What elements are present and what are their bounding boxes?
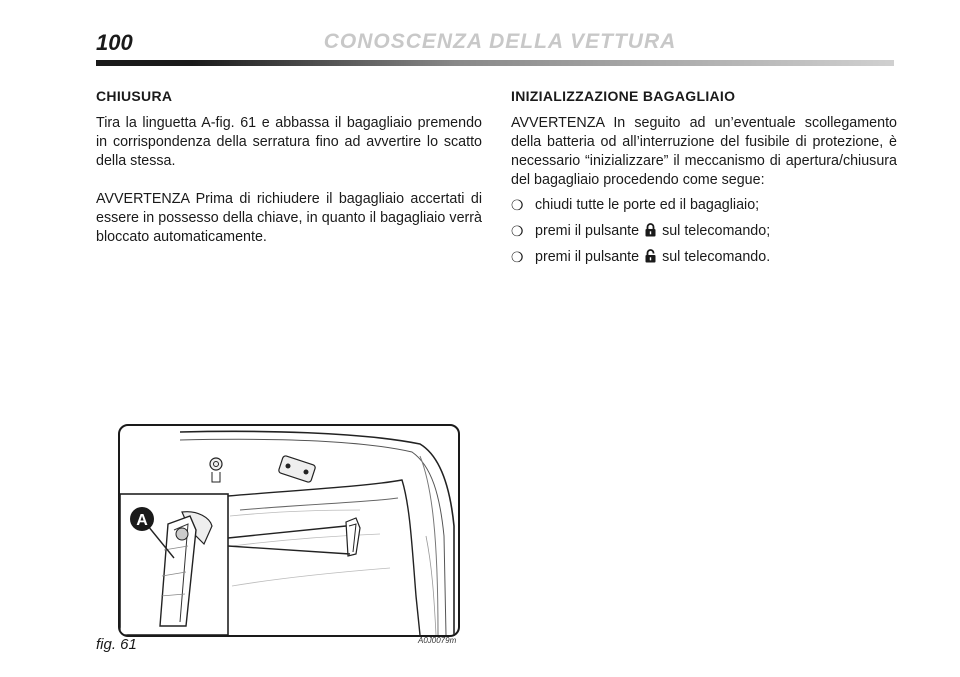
header-rule	[96, 60, 894, 66]
page-number: 100	[96, 30, 133, 55]
lock-closed-icon	[645, 223, 656, 237]
paragraph-init-warning: AVVERTENZA In seguito ad un’eventuale scollegamento della batteria od all’interruzione del fusibile di protezione, è necessario “inizializzare” il meccanismo di apertura/chiusura del bagagliaio procedendo come segue:	[511, 115, 897, 188]
figure-caption: fig. 61	[96, 636, 137, 653]
step-item	[511, 248, 897, 267]
left-column	[96, 88, 482, 266]
section-title-inizializzazione: INIZIALIZZAZIONE BAGAGLIAIO	[511, 88, 736, 104]
pull-strap-small	[346, 518, 360, 556]
step-text: sul telecomando;	[662, 223, 771, 239]
section-title-chiusura: CHIUSURA	[96, 88, 173, 104]
bullet-circle-icon: ❍	[511, 197, 524, 213]
step-text: premi il pulsante	[535, 249, 640, 265]
callout-a-label: A	[136, 512, 148, 529]
trunk-lid-illustration	[120, 426, 458, 635]
bullet-circle-icon: ❍	[511, 223, 524, 239]
step-text: chiudi tutte le porte ed il bagagliaio;	[535, 197, 760, 213]
step-text: premi il pulsante	[535, 223, 640, 239]
right-column	[511, 88, 897, 274]
figure-code: A0J0079m	[418, 636, 457, 645]
lock-open-icon	[645, 249, 656, 263]
running-head: CONOSCENZA DELLA VETTURA	[323, 30, 677, 53]
paragraph-closing: Tira la linguetta A-fig. 61 e abbassa il bagagliaio premendo in corrispondenza della serratura fino ad avvertire lo scatto della stessa.	[96, 115, 482, 169]
figure-61	[118, 424, 460, 637]
step-item	[511, 222, 897, 241]
bullet-circle-icon: ❍	[511, 249, 524, 265]
bolt-detail	[210, 458, 222, 482]
latch-detail	[278, 455, 316, 483]
step-item	[511, 196, 897, 215]
steps-list	[511, 196, 897, 267]
step-text: sul telecomando.	[662, 249, 771, 265]
paragraph-warning: AVVERTENZA Prima di richiudere il bagagliaio accertati di essere in possesso della chiave, in quanto il bagagliaio verrà bloccato automaticamente.	[96, 191, 482, 245]
